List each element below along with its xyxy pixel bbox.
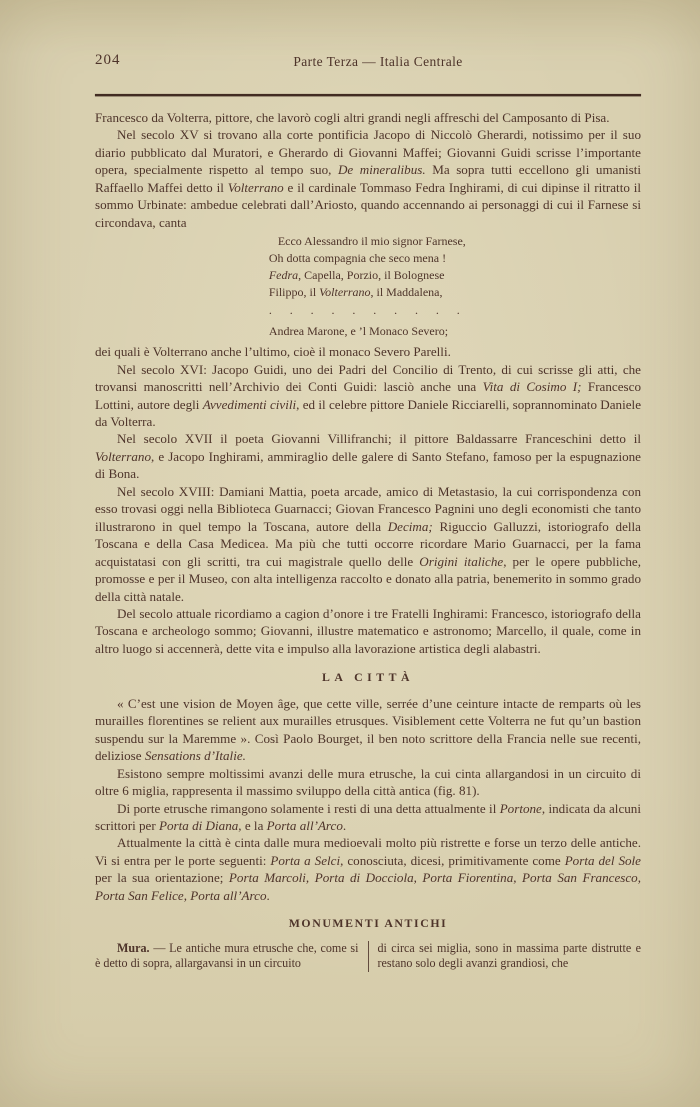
paragraph bbox=[95, 605, 641, 657]
text-run: Ecco Alessandro il mio signor Farnese, bbox=[277, 234, 466, 249]
text-run: , per le opere pubbliche, promosse e per il Museo, con alta intelligenza raccolto e donato alla patria, benemerito in sommo grado della città natale. bbox=[95, 553, 641, 604]
italic-text-run: Sensations d’Italie. bbox=[144, 748, 246, 764]
italic-text-run: Vita di Cosimo I; bbox=[482, 379, 582, 395]
verse-line bbox=[269, 233, 467, 250]
text-run: di circa sei miglia, sono in massima parte distrutte e restano solo degli avanzi grandiosi, che bbox=[377, 940, 641, 971]
page-body bbox=[95, 109, 641, 972]
text-run: Nel secolo XV si trovano alla corte pontificia Jacopo di Niccolò Gherardi, notissimo per il suo diario pubblicato dal Muratori, e Gherardo di Giovanni Maffei; Giovanni Guidi scrisse l’importante opera, specialmente rispetto al tempo suo, bbox=[95, 127, 641, 178]
text-run: Francesco Lottini, autore degli bbox=[95, 379, 641, 412]
paragraph bbox=[95, 483, 641, 605]
text-run: Nel secolo XVI: Jacopo Guidi, uno dei Padri del Concilio di Trento, di cui scrisse gli atti, che trovansi manoscritti nell’Archivio dei Conti Guidi: lasciò anche una bbox=[95, 361, 641, 395]
text-run: , indicata da alcuni scrittori per bbox=[95, 800, 641, 833]
verse-line bbox=[269, 323, 467, 340]
italic-text-run: Porta del Sole bbox=[564, 852, 641, 868]
text-run: Esistono sempre moltissimi avanzi delle mura etrusche, la cui cinta allargandosi in un circuito di oltre 6 miglia, rappresenta il massimo sviluppo della città antica (fig. 81). bbox=[95, 765, 641, 799]
verse-line bbox=[269, 267, 467, 284]
text-run: Francesco da Volterra, pittore, che lavorò cogli altri grandi negli affreschi del Camposanto di Pisa. bbox=[95, 110, 610, 125]
section-heading: MONUMENTI ANTICHI bbox=[288, 916, 448, 931]
text-run: . bbox=[266, 887, 270, 903]
italic-text-run: Porta all’Arco bbox=[266, 817, 343, 833]
verse-line bbox=[269, 250, 467, 267]
paragraph bbox=[95, 109, 641, 126]
column-left bbox=[95, 941, 368, 972]
verse-ellipsis-line bbox=[269, 302, 467, 319]
text-run: Attualmente la città è cinta dalle mura medioevali molto più ristrette e forse un terzo delle antiche. Vi si entra per le porte seguenti: bbox=[95, 835, 641, 868]
page-number: 204 bbox=[95, 52, 121, 68]
paragraph bbox=[95, 695, 641, 765]
text-run: , conosciuta, dicesi, primitivamente come bbox=[340, 852, 565, 868]
paragraph bbox=[95, 765, 641, 800]
text-run: , e la bbox=[238, 817, 267, 833]
column-right bbox=[369, 941, 642, 972]
text-run: Ma sopra tutti eccellono gli umanisti Raffaello Maffei detto il bbox=[95, 162, 641, 195]
text-run: Riguccio Galluzzi, istoriografo della Toscana e della Casa Medicea. Ma più che tutti occorre ricordare Mario Guarnacci, per la fama acquistatasi con gli scritti, tra cui magistrale quello delle bbox=[95, 518, 641, 569]
text-run: . bbox=[342, 817, 347, 833]
italic-text-run: De mineralibus. bbox=[337, 162, 426, 178]
text-run: , Capella, Porzio, il Bolognese bbox=[298, 268, 445, 283]
paragraph bbox=[95, 126, 641, 231]
text-run: Filippo, il bbox=[268, 285, 320, 300]
text-run: — Le antiche mura etrusche che, come si è detto di sopra, allargavansi in un circuito bbox=[95, 940, 359, 971]
text-run: . . . . . . . . . . bbox=[268, 303, 468, 318]
text-run: , e Jacopo Inghirami, ammiraglio delle galere di Santo Stefano, famoso per la espugnazione di Bona. bbox=[95, 448, 641, 482]
text-run: Nel secolo XVIII: Damiani Mattia, poeta arcade, amico di Metastasio, la cui corrispondenza con esso trovasi oggi nella Biblioteca Guarnacci; Giovan Francesco Pagnini uno degli economisti che tanto illustrarono in quel tempo la Toscana, autore della bbox=[95, 483, 641, 534]
text-run: « C’est une vision de Moyen âge, que cette ville, serrée d’une ceinture intacte de remparts où les murailles florentines se relient aux murailles etrusques. Visiblement cette Volterra ne fut qu’un bastion suspendu sur la Maremme ». Così Paolo Bourget, il ben noto scrittore della Francia nelle sue recenti, deliziose bbox=[95, 695, 641, 764]
verse-block bbox=[269, 233, 467, 340]
header-rule bbox=[95, 94, 641, 96]
text-run: e il cardinale Tommaso Fedra Inghirami, di cui dipinse il ritratto il sommo Urbinate: ambedue celebrati dall’Ariosto, quando accennando ai personaggi di cui il Farnese si circondava, canta bbox=[95, 179, 641, 230]
text-run: , ed il celebre pittore Daniele Ricciarelli, soprannominato Daniele da Volterra. bbox=[95, 396, 642, 429]
italic-text-run: Origini italiche bbox=[419, 553, 504, 569]
italic-text-run: Avvedimenti civili bbox=[202, 396, 297, 412]
text-run: Nel secolo XVII il poeta Giovanni Villifranchi; il pittore Baldassarre Franceschini detto il bbox=[117, 431, 641, 447]
paragraph bbox=[95, 343, 641, 360]
running-head-title: Parte Terza — Italia Centrale bbox=[293, 54, 463, 69]
italic-text-run: Volterrano bbox=[227, 179, 284, 195]
italic-text-run: Porta a Selci bbox=[270, 852, 341, 868]
italic-text-run: Fedra bbox=[268, 268, 299, 283]
text-run: dei quali è Volterrano anche l’ultimo, cioè il monaco Severo Parelli. bbox=[95, 344, 451, 360]
italic-text-run: Decima; bbox=[387, 518, 433, 534]
italic-text-run: Volterrano bbox=[319, 285, 371, 300]
bold-text-run: Mura. bbox=[117, 940, 150, 955]
text-run: Di porte etrusche rimangono solamente i resti di una detta attualmente il bbox=[117, 800, 500, 816]
text-run: Andrea Marone, e ’l Monaco Severo; bbox=[268, 324, 449, 339]
italic-text-run: Volterrano bbox=[95, 448, 152, 464]
section-heading: LA CITTÀ bbox=[321, 670, 415, 685]
italic-text-run: Porta Marcoli, Porta di Docciola, Porta Fiorentina, Porta San Francesco, Porta San Felice, Porta all’Arco bbox=[95, 870, 641, 903]
text-run: , il Maddalena, bbox=[370, 285, 443, 300]
italic-text-run: Porta di Diana bbox=[159, 817, 239, 833]
two-column-note bbox=[95, 941, 641, 972]
text-run: per la sua orientazione; bbox=[95, 870, 229, 886]
paragraph bbox=[95, 834, 641, 904]
running-head bbox=[95, 52, 641, 74]
paragraph bbox=[95, 430, 641, 482]
italic-text-run: Portone bbox=[499, 800, 542, 816]
text-run: Oh dotta compagnia che seco mena ! bbox=[268, 251, 447, 266]
text-run: Del secolo attuale ricordiamo a cagion d’onore i tre Fratelli Inghirami: Francesco, istoriografo della Toscana e archeologo sommo; Giovanni, illustre matematico e astronomo; Marcello, il quale, come in altro luogo si accennerà, dette vita e impulso alla lavorazione artistica degli alabastri. bbox=[95, 605, 641, 656]
column-divider bbox=[368, 941, 369, 972]
paragraph bbox=[95, 800, 641, 835]
verse-line bbox=[269, 284, 467, 301]
text-block bbox=[95, 52, 641, 972]
paragraph bbox=[95, 361, 641, 431]
